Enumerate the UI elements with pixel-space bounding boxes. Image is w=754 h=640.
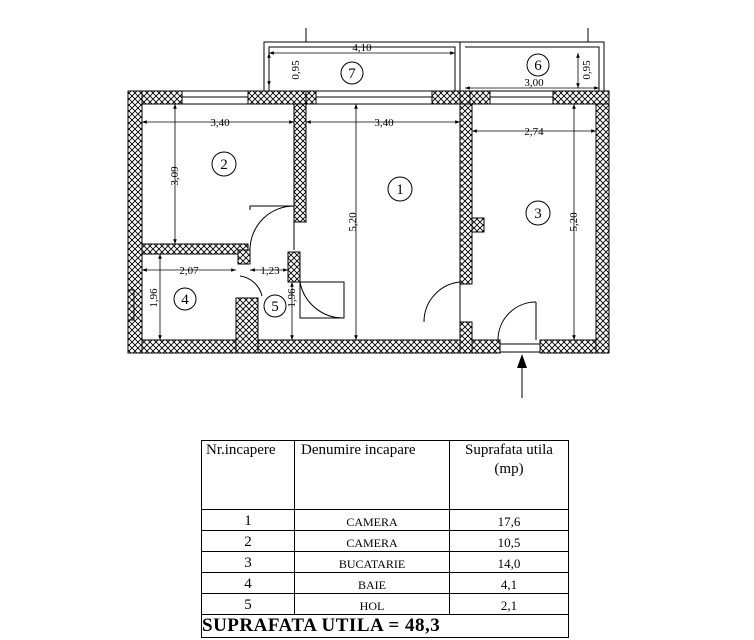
row-area: 14,0 [450,552,569,573]
row-nr: 1 [202,510,295,531]
dim-room3-width: 2,74 [524,126,544,138]
room-number-4: 4 [181,292,189,308]
dim-room5-width: 1,23 [260,265,280,277]
table-row [202,573,569,594]
row-nr: 5 [202,594,295,615]
header-suprafata-line1: Suprafata utila [465,442,553,458]
dim-room2-width: 3,40 [210,117,230,129]
row-name: BAIE [295,573,450,594]
room-area-table [201,440,569,638]
table-row [202,510,569,531]
room-number-1: 1 [396,182,404,198]
row-name: HOL [295,594,450,615]
dim-room4-width: 2,07 [179,265,199,277]
dim-room7-height: 0,95 [290,60,302,80]
row-nr: 3 [202,552,295,573]
table-row [202,594,569,615]
header-suprafata [450,441,569,510]
row-area: 17,6 [450,510,569,531]
table-header-row [202,441,569,510]
row-area: 4,1 [450,573,569,594]
dim-room6-height: 0,95 [581,60,593,80]
dim-room6-width: 3,00 [524,77,544,89]
doors [240,206,536,340]
room-number-7: 7 [348,66,356,82]
dim-room2-height: 3,09 [169,166,181,186]
table-total-row [202,615,569,638]
entrance-arrow [517,354,527,398]
row-area: 10,5 [450,531,569,552]
header-suprafata-line2: (mp) [494,461,524,477]
row-name: BUCATARIE [295,552,450,573]
dim-room5-height: 1,96 [286,288,298,308]
room-number-5: 5 [271,299,279,315]
row-nr: 2 [202,531,295,552]
table-row [202,552,569,573]
dim-room7-width: 4,10 [352,42,372,54]
room-number-6: 6 [534,58,542,74]
total-area: SUPRAFATA UTILA = 48,3 [202,615,569,638]
row-nr: 4 [202,573,295,594]
room-number-2: 2 [220,157,228,173]
header-nr: Nr.incapere [202,441,295,510]
dim-room4-height: 1,96 [148,288,160,308]
room-number-3: 3 [534,206,542,222]
table-row [202,531,569,552]
header-denumire: Denumire incapare [295,441,450,510]
dimension-lines [142,53,599,340]
room-markers [174,54,550,317]
dim-room3-height: 5,20 [568,212,580,232]
section-arrows [306,28,588,42]
row-name: CAMERA [295,531,450,552]
row-name: CAMERA [295,510,450,531]
dim-room1-height: 5,20 [347,212,359,232]
dim-room1-width: 3,40 [374,117,394,129]
row-area: 2,1 [450,594,569,615]
